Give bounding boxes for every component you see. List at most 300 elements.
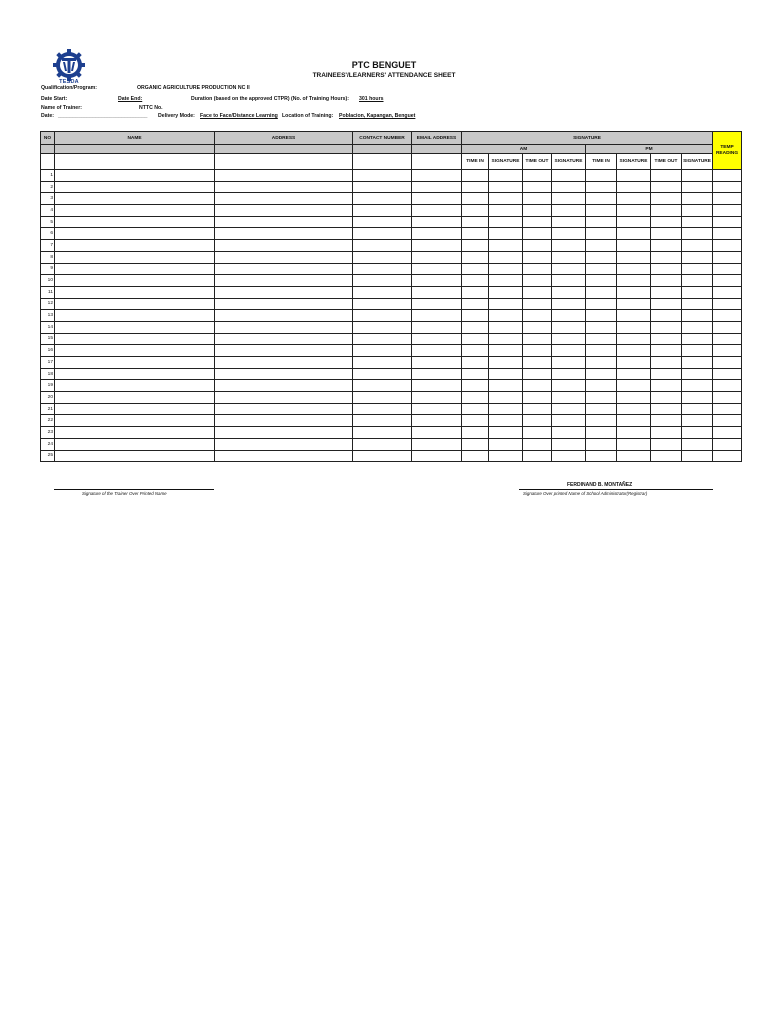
entry-cell[interactable] <box>651 228 682 240</box>
entry-cell[interactable] <box>617 392 651 404</box>
entry-cell[interactable] <box>523 286 552 298</box>
entry-cell[interactable] <box>713 228 742 240</box>
entry-cell[interactable] <box>55 415 215 427</box>
entry-cell[interactable] <box>412 228 462 240</box>
entry-cell[interactable] <box>523 403 552 415</box>
entry-cell[interactable] <box>489 275 523 287</box>
entry-cell[interactable] <box>462 427 489 439</box>
entry-cell[interactable] <box>462 345 489 357</box>
entry-cell[interactable] <box>215 392 353 404</box>
entry-cell[interactable] <box>55 333 215 345</box>
entry-cell[interactable] <box>651 333 682 345</box>
entry-cell[interactable] <box>412 368 462 380</box>
entry-cell[interactable] <box>713 415 742 427</box>
entry-cell[interactable] <box>462 193 489 205</box>
entry-cell[interactable] <box>713 240 742 252</box>
entry-cell[interactable] <box>682 228 713 240</box>
entry-cell[interactable] <box>215 415 353 427</box>
entry-cell[interactable] <box>215 228 353 240</box>
entry-cell[interactable] <box>412 170 462 182</box>
entry-cell[interactable] <box>489 193 523 205</box>
entry-cell[interactable] <box>489 427 523 439</box>
entry-cell[interactable] <box>617 251 651 263</box>
entry-cell[interactable] <box>55 228 215 240</box>
entry-cell[interactable] <box>713 275 742 287</box>
entry-cell[interactable] <box>353 321 412 333</box>
entry-cell[interactable] <box>462 368 489 380</box>
entry-cell[interactable] <box>586 193 617 205</box>
entry-cell[interactable] <box>215 380 353 392</box>
entry-cell[interactable] <box>462 438 489 450</box>
entry-cell[interactable] <box>713 310 742 322</box>
entry-cell[interactable] <box>523 263 552 275</box>
entry-cell[interactable] <box>552 263 586 275</box>
entry-cell[interactable] <box>462 321 489 333</box>
entry-cell[interactable] <box>353 380 412 392</box>
entry-cell[interactable] <box>462 228 489 240</box>
entry-cell[interactable] <box>617 321 651 333</box>
entry-cell[interactable] <box>55 380 215 392</box>
entry-cell[interactable] <box>55 251 215 263</box>
entry-cell[interactable] <box>412 205 462 217</box>
entry-cell[interactable] <box>713 251 742 263</box>
entry-cell[interactable] <box>617 345 651 357</box>
entry-cell[interactable] <box>353 357 412 369</box>
entry-cell[interactable] <box>617 193 651 205</box>
entry-cell[interactable] <box>552 228 586 240</box>
entry-cell[interactable] <box>412 181 462 193</box>
entry-cell[interactable] <box>523 298 552 310</box>
entry-cell[interactable] <box>55 170 215 182</box>
entry-cell[interactable] <box>651 298 682 310</box>
entry-cell[interactable] <box>682 333 713 345</box>
entry-cell[interactable] <box>713 321 742 333</box>
entry-cell[interactable] <box>713 345 742 357</box>
entry-cell[interactable] <box>353 181 412 193</box>
entry-cell[interactable] <box>215 251 353 263</box>
entry-cell[interactable] <box>353 205 412 217</box>
entry-cell[interactable] <box>353 298 412 310</box>
entry-cell[interactable] <box>215 170 353 182</box>
entry-cell[interactable] <box>523 333 552 345</box>
entry-cell[interactable] <box>462 275 489 287</box>
entry-cell[interactable] <box>412 275 462 287</box>
entry-cell[interactable] <box>523 240 552 252</box>
entry-cell[interactable] <box>682 438 713 450</box>
entry-cell[interactable] <box>412 403 462 415</box>
entry-cell[interactable] <box>462 286 489 298</box>
entry-cell[interactable] <box>55 263 215 275</box>
entry-cell[interactable] <box>713 298 742 310</box>
entry-cell[interactable] <box>215 310 353 322</box>
entry-cell[interactable] <box>586 181 617 193</box>
entry-cell[interactable] <box>617 368 651 380</box>
entry-cell[interactable] <box>489 321 523 333</box>
entry-cell[interactable] <box>682 193 713 205</box>
entry-cell[interactable] <box>713 380 742 392</box>
entry-cell[interactable] <box>682 240 713 252</box>
entry-cell[interactable] <box>215 263 353 275</box>
entry-cell[interactable] <box>713 368 742 380</box>
entry-cell[interactable] <box>489 228 523 240</box>
entry-cell[interactable] <box>353 216 412 228</box>
entry-cell[interactable] <box>462 403 489 415</box>
entry-cell[interactable] <box>651 251 682 263</box>
entry-cell[interactable] <box>651 216 682 228</box>
entry-cell[interactable] <box>552 438 586 450</box>
entry-cell[interactable] <box>682 403 713 415</box>
entry-cell[interactable] <box>552 333 586 345</box>
entry-cell[interactable] <box>353 251 412 263</box>
entry-cell[interactable] <box>523 368 552 380</box>
entry-cell[interactable] <box>651 438 682 450</box>
entry-cell[interactable] <box>651 321 682 333</box>
entry-cell[interactable] <box>353 427 412 439</box>
entry-cell[interactable] <box>617 357 651 369</box>
entry-cell[interactable] <box>55 368 215 380</box>
entry-cell[interactable] <box>215 240 353 252</box>
entry-cell[interactable] <box>215 368 353 380</box>
entry-cell[interactable] <box>489 181 523 193</box>
entry-cell[interactable] <box>617 427 651 439</box>
entry-cell[interactable] <box>353 193 412 205</box>
entry-cell[interactable] <box>617 438 651 450</box>
entry-cell[interactable] <box>586 251 617 263</box>
entry-cell[interactable] <box>353 333 412 345</box>
entry-cell[interactable] <box>552 310 586 322</box>
entry-cell[interactable] <box>617 170 651 182</box>
entry-cell[interactable] <box>713 205 742 217</box>
entry-cell[interactable] <box>489 170 523 182</box>
entry-cell[interactable] <box>552 345 586 357</box>
entry-cell[interactable] <box>523 193 552 205</box>
entry-cell[interactable] <box>617 310 651 322</box>
entry-cell[interactable] <box>713 438 742 450</box>
entry-cell[interactable] <box>489 240 523 252</box>
entry-cell[interactable] <box>462 181 489 193</box>
entry-cell[interactable] <box>489 357 523 369</box>
entry-cell[interactable] <box>651 170 682 182</box>
entry-cell[interactable] <box>682 205 713 217</box>
entry-cell[interactable] <box>713 333 742 345</box>
entry-cell[interactable] <box>412 298 462 310</box>
entry-cell[interactable] <box>651 345 682 357</box>
entry-cell[interactable] <box>552 427 586 439</box>
entry-cell[interactable] <box>55 240 215 252</box>
entry-cell[interactable] <box>523 392 552 404</box>
entry-cell[interactable] <box>412 380 462 392</box>
entry-cell[interactable] <box>586 392 617 404</box>
entry-cell[interactable] <box>682 357 713 369</box>
entry-cell[interactable] <box>552 450 586 462</box>
entry-cell[interactable] <box>412 251 462 263</box>
entry-cell[interactable] <box>489 298 523 310</box>
entry-cell[interactable] <box>713 181 742 193</box>
entry-cell[interactable] <box>462 216 489 228</box>
entry-cell[interactable] <box>55 403 215 415</box>
entry-cell[interactable] <box>523 170 552 182</box>
entry-cell[interactable] <box>462 415 489 427</box>
entry-cell[interactable] <box>552 380 586 392</box>
entry-cell[interactable] <box>617 286 651 298</box>
entry-cell[interactable] <box>651 275 682 287</box>
entry-cell[interactable] <box>489 415 523 427</box>
entry-cell[interactable] <box>617 380 651 392</box>
entry-cell[interactable] <box>586 357 617 369</box>
entry-cell[interactable] <box>586 275 617 287</box>
entry-cell[interactable] <box>682 263 713 275</box>
entry-cell[interactable] <box>586 170 617 182</box>
entry-cell[interactable] <box>462 380 489 392</box>
entry-cell[interactable] <box>586 321 617 333</box>
entry-cell[interactable] <box>523 357 552 369</box>
entry-cell[interactable] <box>353 438 412 450</box>
entry-cell[interactable] <box>55 321 215 333</box>
entry-cell[interactable] <box>617 228 651 240</box>
entry-cell[interactable] <box>651 240 682 252</box>
entry-cell[interactable] <box>552 368 586 380</box>
entry-cell[interactable] <box>462 333 489 345</box>
entry-cell[interactable] <box>489 368 523 380</box>
entry-cell[interactable] <box>552 415 586 427</box>
entry-cell[interactable] <box>523 438 552 450</box>
entry-cell[interactable] <box>462 170 489 182</box>
entry-cell[interactable] <box>55 427 215 439</box>
entry-cell[interactable] <box>215 403 353 415</box>
entry-cell[interactable] <box>651 310 682 322</box>
entry-cell[interactable] <box>552 275 586 287</box>
entry-cell[interactable] <box>412 310 462 322</box>
entry-cell[interactable] <box>412 240 462 252</box>
entry-cell[interactable] <box>651 392 682 404</box>
entry-cell[interactable] <box>489 392 523 404</box>
entry-cell[interactable] <box>713 427 742 439</box>
entry-cell[interactable] <box>651 205 682 217</box>
entry-cell[interactable] <box>682 321 713 333</box>
entry-cell[interactable] <box>489 263 523 275</box>
entry-cell[interactable] <box>552 357 586 369</box>
entry-cell[interactable] <box>713 170 742 182</box>
entry-cell[interactable] <box>682 170 713 182</box>
entry-cell[interactable] <box>586 263 617 275</box>
entry-cell[interactable] <box>462 240 489 252</box>
entry-cell[interactable] <box>651 380 682 392</box>
entry-cell[interactable] <box>462 310 489 322</box>
entry-cell[interactable] <box>55 438 215 450</box>
entry-cell[interactable] <box>353 170 412 182</box>
entry-cell[interactable] <box>462 251 489 263</box>
entry-cell[interactable] <box>651 427 682 439</box>
entry-cell[interactable] <box>682 392 713 404</box>
entry-cell[interactable] <box>617 403 651 415</box>
entry-cell[interactable] <box>489 205 523 217</box>
entry-cell[interactable] <box>682 216 713 228</box>
entry-cell[interactable] <box>55 357 215 369</box>
entry-cell[interactable] <box>713 392 742 404</box>
entry-cell[interactable] <box>353 345 412 357</box>
entry-cell[interactable] <box>586 450 617 462</box>
entry-cell[interactable] <box>651 286 682 298</box>
entry-cell[interactable] <box>412 333 462 345</box>
entry-cell[interactable] <box>651 403 682 415</box>
entry-cell[interactable] <box>412 263 462 275</box>
entry-cell[interactable] <box>682 275 713 287</box>
entry-cell[interactable] <box>215 427 353 439</box>
entry-cell[interactable] <box>713 193 742 205</box>
entry-cell[interactable] <box>586 333 617 345</box>
entry-cell[interactable] <box>55 275 215 287</box>
entry-cell[interactable] <box>682 368 713 380</box>
entry-cell[interactable] <box>552 216 586 228</box>
entry-cell[interactable] <box>682 298 713 310</box>
entry-cell[interactable] <box>412 450 462 462</box>
entry-cell[interactable] <box>353 450 412 462</box>
entry-cell[interactable] <box>586 380 617 392</box>
entry-cell[interactable] <box>462 357 489 369</box>
entry-cell[interactable] <box>215 438 353 450</box>
entry-cell[interactable] <box>215 357 353 369</box>
entry-cell[interactable] <box>353 263 412 275</box>
entry-cell[interactable] <box>552 251 586 263</box>
entry-cell[interactable] <box>586 205 617 217</box>
entry-cell[interactable] <box>586 286 617 298</box>
entry-cell[interactable] <box>462 298 489 310</box>
entry-cell[interactable] <box>412 392 462 404</box>
entry-cell[interactable] <box>713 357 742 369</box>
entry-cell[interactable] <box>353 415 412 427</box>
entry-cell[interactable] <box>523 216 552 228</box>
entry-cell[interactable] <box>489 450 523 462</box>
entry-cell[interactable] <box>55 216 215 228</box>
entry-cell[interactable] <box>523 228 552 240</box>
entry-cell[interactable] <box>412 286 462 298</box>
entry-cell[interactable] <box>353 392 412 404</box>
entry-cell[interactable] <box>412 193 462 205</box>
entry-cell[interactable] <box>55 286 215 298</box>
entry-cell[interactable] <box>215 333 353 345</box>
entry-cell[interactable] <box>682 345 713 357</box>
entry-cell[interactable] <box>412 216 462 228</box>
entry-cell[interactable] <box>617 298 651 310</box>
entry-cell[interactable] <box>55 345 215 357</box>
entry-cell[interactable] <box>489 345 523 357</box>
entry-cell[interactable] <box>215 298 353 310</box>
entry-cell[interactable] <box>617 181 651 193</box>
entry-cell[interactable] <box>412 427 462 439</box>
entry-cell[interactable] <box>215 216 353 228</box>
entry-cell[interactable] <box>713 450 742 462</box>
entry-cell[interactable] <box>552 170 586 182</box>
entry-cell[interactable] <box>523 380 552 392</box>
entry-cell[interactable] <box>215 181 353 193</box>
entry-cell[interactable] <box>353 240 412 252</box>
entry-cell[interactable] <box>489 333 523 345</box>
entry-cell[interactable] <box>617 216 651 228</box>
entry-cell[interactable] <box>353 368 412 380</box>
entry-cell[interactable] <box>617 415 651 427</box>
entry-cell[interactable] <box>55 392 215 404</box>
entry-cell[interactable] <box>682 415 713 427</box>
entry-cell[interactable] <box>353 228 412 240</box>
entry-cell[interactable] <box>586 415 617 427</box>
entry-cell[interactable] <box>489 216 523 228</box>
entry-cell[interactable] <box>682 310 713 322</box>
entry-cell[interactable] <box>713 216 742 228</box>
entry-cell[interactable] <box>713 263 742 275</box>
entry-cell[interactable] <box>617 240 651 252</box>
entry-cell[interactable] <box>682 286 713 298</box>
entry-cell[interactable] <box>412 415 462 427</box>
entry-cell[interactable] <box>586 345 617 357</box>
entry-cell[interactable] <box>552 181 586 193</box>
entry-cell[interactable] <box>523 310 552 322</box>
entry-cell[interactable] <box>523 450 552 462</box>
entry-cell[interactable] <box>462 450 489 462</box>
entry-cell[interactable] <box>523 415 552 427</box>
entry-cell[interactable] <box>462 205 489 217</box>
entry-cell[interactable] <box>651 415 682 427</box>
entry-cell[interactable] <box>586 438 617 450</box>
entry-cell[interactable] <box>552 321 586 333</box>
entry-cell[interactable] <box>682 450 713 462</box>
entry-cell[interactable] <box>586 240 617 252</box>
entry-cell[interactable] <box>489 286 523 298</box>
entry-cell[interactable] <box>586 427 617 439</box>
entry-cell[interactable] <box>55 205 215 217</box>
entry-cell[interactable] <box>617 205 651 217</box>
entry-cell[interactable] <box>617 450 651 462</box>
entry-cell[interactable] <box>523 275 552 287</box>
entry-cell[interactable] <box>215 193 353 205</box>
entry-cell[interactable] <box>682 380 713 392</box>
entry-cell[interactable] <box>651 368 682 380</box>
entry-cell[interactable] <box>215 286 353 298</box>
entry-cell[interactable] <box>713 403 742 415</box>
entry-cell[interactable] <box>523 345 552 357</box>
entry-cell[interactable] <box>651 263 682 275</box>
entry-cell[interactable] <box>412 357 462 369</box>
entry-cell[interactable] <box>353 286 412 298</box>
entry-cell[interactable] <box>586 310 617 322</box>
entry-cell[interactable] <box>586 216 617 228</box>
entry-cell[interactable] <box>55 298 215 310</box>
entry-cell[interactable] <box>353 310 412 322</box>
entry-cell[interactable] <box>682 181 713 193</box>
entry-cell[interactable] <box>412 438 462 450</box>
entry-cell[interactable] <box>55 193 215 205</box>
entry-cell[interactable] <box>651 193 682 205</box>
entry-cell[interactable] <box>523 181 552 193</box>
entry-cell[interactable] <box>586 368 617 380</box>
entry-cell[interactable] <box>462 392 489 404</box>
entry-cell[interactable] <box>586 228 617 240</box>
entry-cell[interactable] <box>215 321 353 333</box>
entry-cell[interactable] <box>523 427 552 439</box>
entry-cell[interactable] <box>489 310 523 322</box>
entry-cell[interactable] <box>586 298 617 310</box>
entry-cell[interactable] <box>682 427 713 439</box>
entry-cell[interactable] <box>552 205 586 217</box>
entry-cell[interactable] <box>651 181 682 193</box>
entry-cell[interactable] <box>215 345 353 357</box>
entry-cell[interactable] <box>215 450 353 462</box>
entry-cell[interactable] <box>215 275 353 287</box>
entry-cell[interactable] <box>489 403 523 415</box>
entry-cell[interactable] <box>651 450 682 462</box>
entry-cell[interactable] <box>412 345 462 357</box>
entry-cell[interactable] <box>353 275 412 287</box>
entry-cell[interactable] <box>55 181 215 193</box>
